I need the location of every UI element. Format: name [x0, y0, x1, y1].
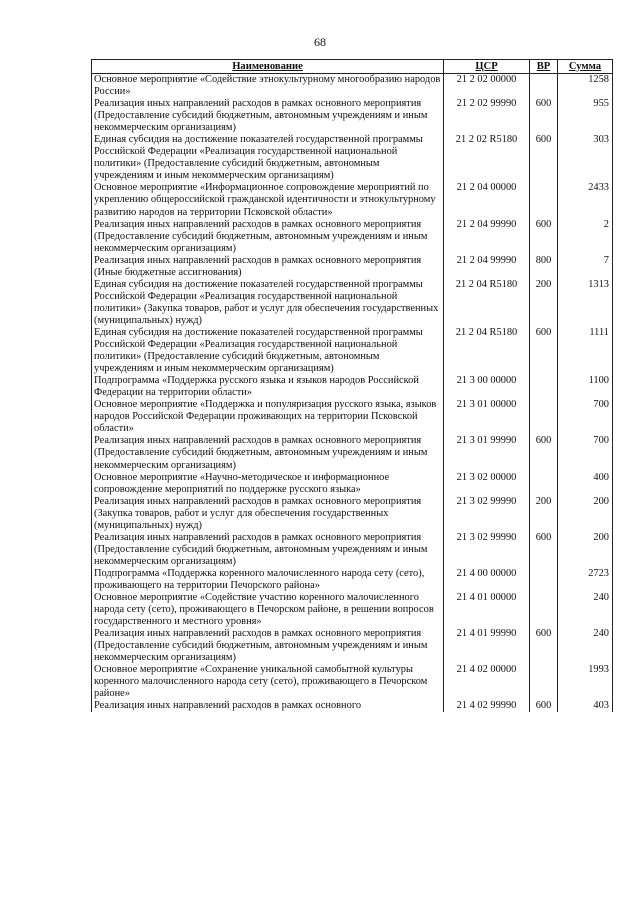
row-vr [530, 182, 558, 218]
table-row [92, 327, 613, 375]
row-csr: 21 4 02 00000 [444, 664, 530, 700]
row-name: Единая субсидия на достижение показателей государственной программы Российской Федерации «Реализация государственной национальной политики» (Закупка товаров, работ и услуг для обеспечения государственных (муниципальных) нужд) [92, 279, 444, 327]
row-csr: 21 2 04 99990 [444, 255, 530, 279]
row-csr: 21 4 01 99990 [444, 628, 530, 664]
row-name: Основное мероприятие «Содействие этнокультурному многообразию народов России» [92, 74, 444, 99]
row-csr: 21 3 02 99990 [444, 496, 530, 532]
row-vr: 600 [530, 327, 558, 375]
row-vr: 600 [530, 532, 558, 568]
row-sum: 7 [558, 255, 613, 279]
row-name: Единая субсидия на достижение показателей государственной программы Российской Федерации «Реализация государственной национальной политики» (Предоставление субсидий бюджетным, автономным учреждениям и иным некоммерческим организациям) [92, 134, 444, 182]
row-csr: 21 4 02 99990 [444, 700, 530, 712]
row-vr: 600 [530, 219, 558, 255]
row-sum: 200 [558, 532, 613, 568]
row-sum: 2 [558, 219, 613, 255]
row-vr: 600 [530, 98, 558, 134]
row-vr: 200 [530, 496, 558, 532]
row-csr: 21 3 01 00000 [444, 399, 530, 435]
table-row [92, 592, 613, 628]
row-sum: 700 [558, 399, 613, 435]
row-sum: 240 [558, 592, 613, 628]
row-name: Реализация иных направлений расходов в рамках основного мероприятия (Предоставление субсидий бюджетным, автономным учреждениям и иным некоммерческим организациям) [92, 219, 444, 255]
row-csr: 21 2 04 99990 [444, 219, 530, 255]
row-name: Основное мероприятие «Содействие участию коренного малочисленного народа сету (сето), проживающего в Печорском районе, в решении вопросов государственного и местного уровня» [92, 592, 444, 628]
table-row [92, 435, 613, 471]
row-sum: 400 [558, 472, 613, 496]
table-row [92, 279, 613, 327]
row-vr [530, 375, 558, 399]
row-csr: 21 3 02 99990 [444, 532, 530, 568]
table-row [92, 219, 613, 255]
row-sum: 1313 [558, 279, 613, 327]
row-vr: 200 [530, 279, 558, 327]
row-vr: 600 [530, 628, 558, 664]
row-name: Основное мероприятие «Информационное сопровождение мероприятий по укреплению общероссийской гражданской идентичности и этнокультурному развитию народов на территории Псковской области» [92, 182, 444, 218]
row-sum: 1100 [558, 375, 613, 399]
row-sum: 240 [558, 628, 613, 664]
row-csr: 21 3 02 00000 [444, 472, 530, 496]
row-name: Реализация иных направлений расходов в рамках основного мероприятия (Иные бюджетные ассигнования) [92, 255, 444, 279]
table-row [92, 74, 613, 99]
row-csr: 21 2 04 00000 [444, 182, 530, 218]
table-row [92, 628, 613, 664]
row-name: Реализация иных направлений расходов в рамках основного мероприятия (Закупка товаров, работ и услуг для обеспечения государственных (муниципальных) нужд) [92, 496, 444, 532]
table-row [92, 568, 613, 592]
header-csr: ЦСР [444, 60, 530, 74]
row-vr: 600 [530, 134, 558, 182]
table-row [92, 472, 613, 496]
row-name: Реализация иных направлений расходов в рамках основного мероприятия (Предоставление субсидий бюджетным, автономным учреждениям и иным некоммерческим организациям) [92, 628, 444, 664]
row-sum: 1258 [558, 74, 613, 99]
row-name: Единая субсидия на достижение показателей государственной программы Российской Федерации «Реализация государственной национальной политики» (Предоставление субсидий бюджетным, автономным учреждениям и иным некоммерческим организациям) [92, 327, 444, 375]
row-csr: 21 3 01 99990 [444, 435, 530, 471]
row-sum: 700 [558, 435, 613, 471]
row-sum: 303 [558, 134, 613, 182]
row-vr [530, 568, 558, 592]
row-name: Реализация иных направлений расходов в рамках основного мероприятия (Предоставление субсидий бюджетным, автономным учреждениям и иным некоммерческим организациям) [92, 435, 444, 471]
row-vr [530, 399, 558, 435]
header-sum: Сумма [558, 60, 613, 74]
row-sum: 403 [558, 700, 613, 712]
row-sum: 1111 [558, 327, 613, 375]
table-row [92, 98, 613, 134]
row-name: Основное мероприятие «Научно-методическое и информационное сопровождение мероприятий по поддержке русского языка» [92, 472, 444, 496]
table-row [92, 532, 613, 568]
row-name: Реализация иных направлений расходов в рамках основного [92, 700, 444, 712]
table-header-row [92, 60, 613, 74]
row-name: Основное мероприятие «Сохранение уникальной самобытной культуры коренного малочисленного народа сету (сето), проживающего в Печорском районе» [92, 664, 444, 700]
row-csr: 21 2 04 R5180 [444, 327, 530, 375]
row-vr [530, 74, 558, 99]
page-number: 68 [314, 35, 326, 49]
table-row [92, 496, 613, 532]
table-row [92, 399, 613, 435]
budget-table [91, 59, 613, 712]
row-csr: 21 3 00 00000 [444, 375, 530, 399]
row-vr [530, 472, 558, 496]
header-vr: ВР [530, 60, 558, 74]
row-vr: 600 [530, 700, 558, 712]
table-row [92, 255, 613, 279]
row-vr [530, 664, 558, 700]
row-name: Подпрограмма «Поддержка русского языка и языков народов Российской Федерации на территории области» [92, 375, 444, 399]
row-csr: 21 2 02 R5180 [444, 134, 530, 182]
row-vr: 800 [530, 255, 558, 279]
row-csr: 21 4 00 00000 [444, 568, 530, 592]
table-row [92, 182, 613, 218]
row-csr: 21 2 04 R5180 [444, 279, 530, 327]
row-sum: 1993 [558, 664, 613, 700]
row-name: Основное мероприятие «Поддержка и популяризация русского языка, языков народов Российской Федерации проживающих на территории Псковской области» [92, 399, 444, 435]
row-name: Реализация иных направлений расходов в рамках основного мероприятия (Предоставление субсидий бюджетным, автономным учреждениям и иным некоммерческим организациям) [92, 532, 444, 568]
row-name: Реализация иных направлений расходов в рамках основного мероприятия (Предоставление субсидий бюджетным, автономным учреждениям и иным некоммерческим организациям) [92, 98, 444, 134]
row-sum: 955 [558, 98, 613, 134]
row-sum: 2433 [558, 182, 613, 218]
row-sum: 2723 [558, 568, 613, 592]
row-csr: 21 2 02 00000 [444, 74, 530, 99]
row-sum: 200 [558, 496, 613, 532]
table-row [92, 134, 613, 182]
row-vr [530, 592, 558, 628]
table-row [92, 700, 613, 712]
row-csr: 21 2 02 99990 [444, 98, 530, 134]
table-row [92, 664, 613, 700]
row-vr: 600 [530, 435, 558, 471]
row-name: Подпрограмма «Поддержка коренного малочисленного народа сету (сето), проживающего на территории Печорского района» [92, 568, 444, 592]
header-name: Наименование [92, 60, 444, 74]
table-row [92, 375, 613, 399]
row-csr: 21 4 01 00000 [444, 592, 530, 628]
